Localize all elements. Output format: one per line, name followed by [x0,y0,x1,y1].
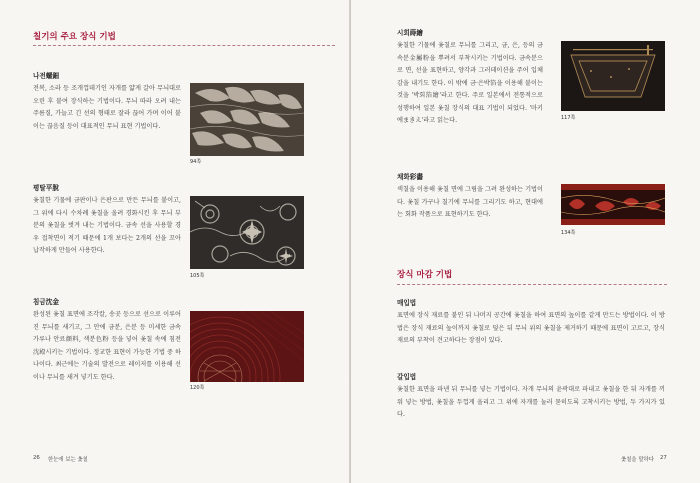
item-body-najeon: 전복, 소라 등 조개껍데기인 자개를 얇게 갈아 무늬대로 오린 후 붙여 장식하는 기법이다. 무늬 따라 오려 내는 주름질, 가늘고 긴 선의 형태로 잘라 끊어 가며 이어 붙이는 끊음질 등이 대표적인 무늬 표현 기법이다. [33,85,181,130]
item-heading-najeon: 나전螺鈿 [33,72,59,80]
page-number-right: 27 [660,455,667,461]
item-heading-chimgeum: 침금沈金 [33,298,59,306]
chaehwa-caption: 134쪽 [561,230,576,236]
item-body-chaehwa: 색칠을 이용해 옻칠 면에 그림을 그려 완성하는 기법이다. 옻칠 가구나 칠기에 무늬를 그리기도 하고, 현대에는 회화 작품으로 표현하기도 한다. [397,186,543,218]
section-title-finish: 장식 마감 기법 [397,270,453,280]
section-title: 칠기의 주요 장식 기법 [33,32,116,42]
sihoe-photo [561,41,665,111]
item-heading-pyeongtal: 평탈平脫 [33,184,59,192]
item-heading-chaehwa: 채화彩畵 [397,173,423,181]
item-body-pyeongtal: 옻칠한 기물에 금판이나 은판으로 만든 무늬를 붙이고, 그 위에 다시 수차례 옻칠을 올려 경화시킨 후 무늬 부분의 옻칠을 벗겨 내는 기법이다. 금속 선을 사용할 경우 접착면이 적기 때문에 1개 보다는 2개의 선을 꼬아 납작하게 만들어 사용한다. [33,197,181,254]
chimgeum-caption: 120쪽 [190,385,205,391]
running-title-right: 옻칠을 말하다 [621,457,654,463]
pyeongtal-caption: 105쪽 [190,273,205,279]
right-page [351,0,700,483]
page-number-left: 26 [33,455,40,461]
item-body-sihoe: 옻칠한 기물에 옻칠로 무늬를 그리고, 금, 은, 등의 금속분金屬粉을 뿌려서 부착시키는 기법이다. 금속분으로 면, 선을 표현하고, 양각과 그러데이션을 주어 입체감을 내기도 한다. 이 밖에 금·은박箔을 이용해 붙이는 것을 '박회箔繪'라고 한다. 주로 일본에서 전통적으로 성행하여 일본 옻칠 장식의 대표 기법이 되었다. '마키에まきえ'라고 읽는다. [397,42,543,124]
chaehwa-photo [561,184,665,225]
left-page [0,0,349,483]
item-body-maeip: 표면에 장식 재료를 붙인 뒤 나머지 공간에 옻칠을 하여 표면의 높이를 같게 만드는 방법이다. 이 방법은 장식 재료의 높이까지 옻칠로 덮은 뒤 무늬 위의 옻칠을 제거하기 때문에 표면이 고르고, 장식 재료의 부착이 견고하다는 장점이 있다. [397,312,665,344]
item-body-chimgeum: 완성된 옻칠 표면에 조각칼, 송곳 등으로 선으로 이루어진 무늬를 새기고, 그 안에 금분, 은분 등 미세한 금속 가루나 안료顔料, 색분色粉 등을 넣어 옻칠 속에 침전沈殿시키는 기법이다. 정교한 표현이 가능한 기법 중 하나이다. 최근에는 기술의 발전으로 레이저를 이용해 선이나 무늬를 새겨 넣기도 한다. [33,311,181,381]
section-divider-finish [397,284,667,285]
najeon-caption: 94쪽 [190,159,202,165]
pyeongtal-photo [190,196,304,269]
item-heading-maeip: 매입법 [397,299,417,307]
najeon-photo [190,83,304,156]
chimgeum-photo [190,311,304,382]
section-divider [33,45,335,46]
running-title-left: 한눈에 보는 옻칠 [48,457,88,463]
item-heading-sihoe: 시회蒔繪 [397,29,423,37]
sihoe-caption: 117쪽 [561,115,576,121]
item-heading-garip: 갈입법 [397,373,417,381]
item-body-garip: 옻칠한 표면을 파낸 뒤 무늬를 넣는 기법이다. 자개 무늬의 윤곽대로 파내고 옻칠을 한 뒤 자개를 끼워 넣는 방법, 옻칠을 두껍게 올리고 그 위에 자개를 눌러 묻히도록 고착시키는 방법, 두 가지가 있다. [397,386,665,418]
